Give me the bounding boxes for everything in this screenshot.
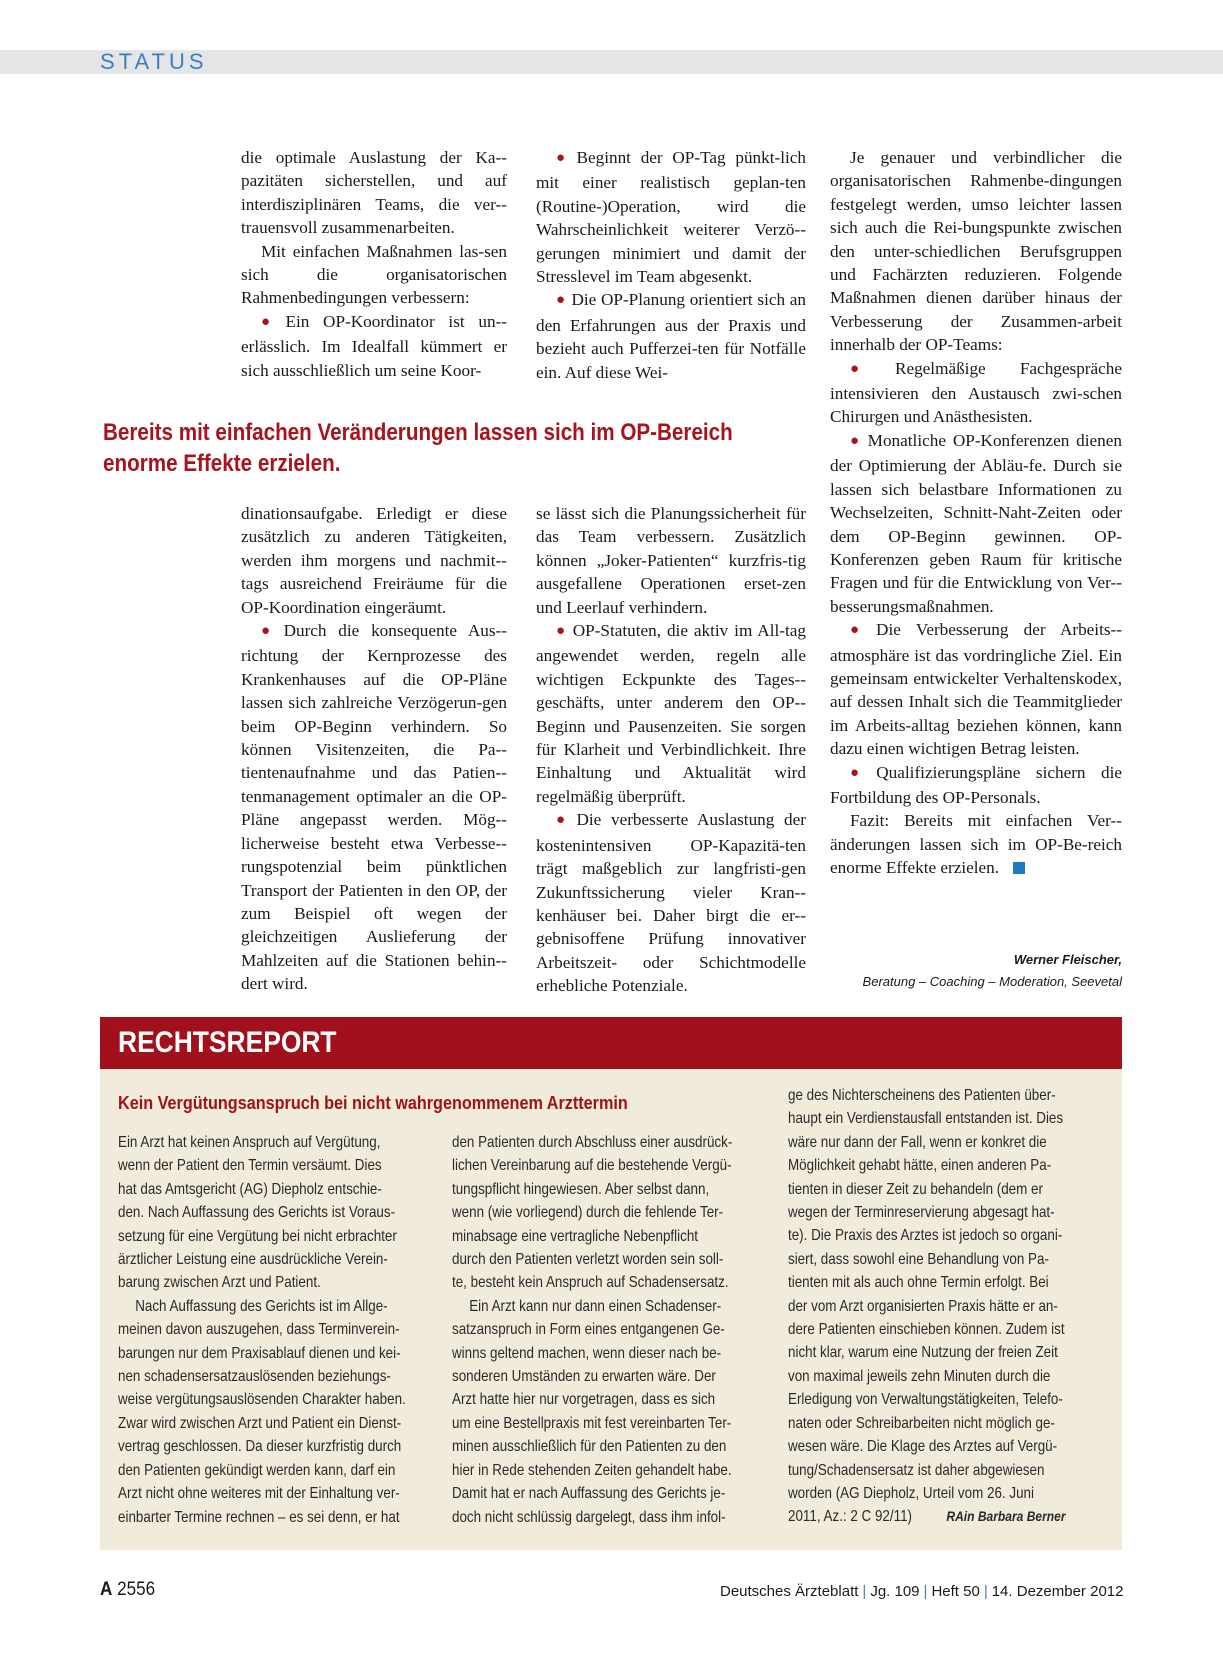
article-column-3 [830, 146, 1122, 880]
text-line: barungen nur dem Praxisablauf dienen und kei- [118, 1344, 401, 1362]
bullet-paragraph: ● Beginnt der OP-Tag pünkt-lich mit einer realistisch geplan-ten (Routine-)Operation, wird die Wahrscheinlichkeit weiterer Verzö-gerungen minimiert und damit der Stresslevel im Team abgesenkt. [536, 148, 806, 287]
text-line: wäre nur dann der Fall, wenn er konkret die [788, 1133, 1047, 1151]
text-line: siert, dass sowohl eine Behandlung von Pa- [788, 1250, 1049, 1268]
text-line: um eine Bestellpraxis mit fest vereinbarten Ter- [452, 1414, 732, 1432]
rr-paragraph [788, 1084, 1066, 1529]
text-line: wenn der Patient den Termin versäumt. Dies [118, 1157, 382, 1175]
text-line: haupt ein Verdienstausfall entstanden ist. Dies [788, 1110, 1064, 1128]
text-line: den Patienten durch Abschluss einer ausdrück- [452, 1134, 733, 1151]
rechtsreport-subtitle: Kein Vergütungsanspruch bei nicht wahrgenommenem Arzttermin [118, 1093, 628, 1113]
conclusion-paragraph: Fazit: Bereits mit einfachen Ver-änderungen lassen sich im OP-Be-reich enorme Effekte erzielen. [830, 811, 1122, 878]
rechtsreport-author: RAin Barbara Berner [946, 1508, 1066, 1525]
pull-quote: Bereits mit einfachen Veränderungen lassen sich im OP-Bereich enorme Effekte erzielen. [103, 419, 733, 477]
rr-paragraph [452, 1295, 732, 1529]
bullet-paragraph: ● Die verbesserte Auslastung der kostenintensiven OP-Kapazitä-ten trägt maßgeblich zur langfristi-gen Zukunftssicherung vieler Kran-kenhäuser bei. Daher birgt die er-gebnisoffene Prüfung innovativer Arbeitszeit- oder Schichtmodelle erhebliche Potenziale. [536, 810, 807, 996]
text-line: worden (AG Diepholz, Urteil vom 26. Juni [788, 1484, 1034, 1502]
journal-name: Deutsches Ärzteblatt [720, 1583, 859, 1600]
text-line: ge des Nichterscheinens des Patienten über- [788, 1087, 1056, 1104]
text-line: der vom Arzt organisierten Praxis hätte er an- [788, 1297, 1058, 1315]
article-column-2-top [536, 146, 806, 384]
journal-volume: Jg. 109 [870, 1583, 920, 1600]
text-line: naten oder Schreibarbeiten nicht möglich ge- [788, 1414, 1055, 1432]
text-line: wegen der Terminreservierung abgesagt hat- [788, 1204, 1055, 1222]
text-line: durch den Patienten verletzt worden sein soll- [452, 1251, 724, 1269]
text-line: nen schadensersatzauslösenden beziehungs- [118, 1368, 391, 1386]
bullet-paragraph: ● OP-Statuten, die aktiv im All-tag angewendet werden, regeln alle wichtigen Eckpunkte des Tages-geschäfts, unter anderem den OP-Beginn und Pausenzeiten. Sie sorgen für Klarheit und Verbindlichkeit. Ihre Einhaltung und Aktualität wird regelmäßig überprüft. [536, 621, 806, 806]
journal-footer [720, 1583, 1122, 1600]
text-line: minabsage eine vertragliche Nebenpflicht [452, 1227, 699, 1245]
text-line: barung zwischen Arzt und Patient. [118, 1274, 321, 1292]
journal-issue: Heft 50 [931, 1583, 980, 1600]
bullet-dot-icon: ● [850, 764, 871, 781]
text-line: doch nicht schlüssig dargelegt, dass ihm infol- [452, 1508, 726, 1526]
bullet-paragraph: ● Qualifizierungspläne sichern die Fortbildung des OP-Personals. [830, 762, 1123, 807]
rechtsreport-column-3 [788, 1084, 1066, 1529]
bullet-dot-icon: ● [556, 623, 567, 640]
bullet-paragraph: ● Durch die konsequente Aus-richtung der Kernprozesse des Krankenhauses auf die OP-Pläne lassen sich zahlreiche Verzögerun-gen beim OP-Beginn verhindern. So können Visitenzeiten, die Pa-tientenaufnahme und das Patien-tenmanagement optimaler an die OP-Pläne angepasst werden. Mög-licherweise besteht etwa Verbesse-rungspotenzial beim pünktlichen Transport der Patienten in den OP, der zum Beispiel oft wegen der gleichzeitigen Auslieferung der Mahlzeiten auf die Stationen behin-dert wird. [241, 621, 507, 994]
end-mark-icon [1013, 862, 1025, 874]
bullet-dot-icon: ● [556, 292, 566, 309]
text-line: winns geltend machen, wenn dieser nach be- [452, 1344, 722, 1362]
paragraph: die optimale Auslastung der Ka-pazitäten sicherstellen, und auf interdisziplinären Teams, die ver-trauensvoll zusammenarbeiten. [241, 148, 507, 238]
text-line: tienten in dieser Zeit zu behandeln (dem er [788, 1180, 1043, 1198]
rr-paragraph [118, 1295, 406, 1529]
journal-date: 14. Dezember 2012 [991, 1583, 1124, 1600]
text-line: te). Die Praxis des Arztes ist jedoch so organi- [788, 1227, 1063, 1245]
text-line-with-author [788, 1505, 1066, 1528]
paragraph: Mit einfachen Maßnahmen las-sen sich die organisatorischen Rahmenbedingungen verbessern: [241, 241, 507, 308]
rechtsreport-column-1 [118, 1131, 406, 1529]
text-line: Möglichkeit gehabt hätte, einen anderen Pa- [788, 1157, 1052, 1175]
bullet-paragraph: ● Regelmäßige Fachgespräche intensivieren den Austausch zwi-schen Chirurgen und Anästhesisten. [830, 358, 1122, 427]
text-line: setzung für eine Vergütung bei nicht erbrachter [118, 1227, 397, 1245]
bullet-paragraph: ● Die OP-Planung orientiert sich an den Erfahrungen aus der Praxis und bezieht auch Pufferzei-ten für Notfälle ein. Auf diese Wei- [536, 290, 806, 382]
bullet-paragraph: ● Ein OP-Koordinator ist un-erlässlich. Im Idealfall kümmert er sich ausschließlich um seine Koor- [241, 311, 507, 380]
bullet-dot-icon: ● [850, 432, 862, 449]
text-line: Arzt nicht ohne weiteres mit der Einhaltung ver- [118, 1485, 400, 1503]
separator: | [862, 1583, 867, 1600]
author-name: Werner Fleischer, [1013, 952, 1122, 967]
bullet-paragraph: ● Die Verbesserung der Arbeits-atmosphäre ist das vordringliche Ziel. Ein gemeinsam entwickelter Verhaltenskodex, auf dessen Inhalt sich die Teammitglieder im Arbeits-alltag beziehen können, kann dazu einen wichtigen Betrag leisten. [830, 620, 1123, 759]
article-column-1-top [241, 146, 507, 382]
text-line: hat das Amtsgericht (AG) Diepholz entschie- [118, 1180, 382, 1198]
text-line: satzanspruch in Form eines entgangenen Ge- [452, 1321, 725, 1339]
text-line: Zwar wird zwischen Arzt und Patient ein Dienst- [118, 1414, 402, 1432]
text-line: sonderen Umständen zu erwarten wäre. Der [452, 1368, 716, 1386]
text-line: Ein Arzt kann nur dann einen Schadenser- [469, 1297, 722, 1315]
bullet-dot-icon: ● [556, 150, 571, 166]
paragraph: dinationsaufgabe. Erledigt er diese zusätzlich zu anderen Tätigkeiten, werden ihm morgens und nachmit-tags ausreichend Freiräume für die OP-Koordination eingeräumt. [241, 504, 507, 617]
bullet-dot-icon: ● [261, 623, 278, 640]
text-line: vertrag geschlossen. Da dieser kurzfristig durch [118, 1438, 402, 1456]
text-line: Erledigung von Verwaltungstätigkeiten, Telefo- [788, 1391, 1063, 1409]
separator: | [983, 1583, 988, 1600]
text-line: tungspflicht hingewiesen. Aber selbst dann, [452, 1180, 710, 1198]
bullet-paragraph: ● Monatliche OP-Konferenzen dienen der Optimierung der Abläu-fe. Durch sie lassen sich belastbare Informationen zu Wechselzeiten, Schnitt-Naht-Zeiten oder dem OP-Beginn gewinnen. OP-Konferenzen geben Raum für kritische Fragen und für die Entwicklung von Ver-besserungsmaßnahmen. [830, 430, 1122, 616]
page-number: A 2556 [100, 1579, 156, 1600]
paragraph: Je genauer und verbindlicher die organisatorischen Rahmenbe-dingungen festgelegt werden, umso leichter lassen sich auch die Rei-bungspunkte zwischen den unter-schiedlichen Berufsgruppen und Fachärzten reduzieren. Folgende Maßnahmen dienen darüber hinaus der Verbesserung der Zusammen-arbeit innerhalb der OP-Teams: [830, 148, 1122, 355]
text-line: von maximal jeweils zehn Minuten durch die [788, 1367, 1051, 1385]
text-line: wesen wäre. Die Klage des Arztes auf Vergü- [788, 1438, 1058, 1456]
rechtsreport-title: RECHTSREPORT [118, 1026, 337, 1059]
text-line: Nach Auffassung des Gerichts ist im Allge- [135, 1297, 388, 1315]
paragraph: se lässt sich die Planungssicherheit für das Team verbessern. Zusätzlich können „Joker-Patienten“ kurzfris-tig ausgefallene Operationen erset-zen und Leerlauf verhindern. [536, 504, 806, 617]
text-line: wenn (wie vorliegend) durch die fehlende Ter- [452, 1204, 724, 1222]
text-line: te, besteht kein Anspruch auf Schadensersatz. [452, 1274, 729, 1292]
separator: | [923, 1583, 928, 1600]
text-line: Ein Arzt hat keinen Anspruch auf Vergütung, [118, 1134, 381, 1151]
text-line: tienten mit als auch ohne Termin erfolgt. Bei [788, 1274, 1049, 1292]
article-column-1-bottom [241, 502, 507, 996]
text-line: ärztlicher Leistung eine ausdrückliche Verein- [118, 1251, 388, 1269]
rechtsreport-column-2 [452, 1131, 732, 1529]
text-line: einbarter Termine rechnen – es sei denn, er hat [118, 1508, 400, 1526]
text-line: Arzt hatte hier nur vorgetragen, dass es sich [452, 1391, 716, 1409]
text-line: minen ausschließlich für den Patienten zu den [452, 1438, 727, 1456]
bullet-dot-icon: ● [850, 622, 871, 639]
text-line: dere Patienten einschieben können. Zudem ist [788, 1321, 1065, 1339]
text-line: weise vergütungsauslösenden Charakter haben. [118, 1391, 406, 1409]
text-line: 2011, Az.: 2 C 92/11) [788, 1508, 913, 1526]
text-line: lichen Vereinbarung auf die bestehende Vergü- [452, 1157, 732, 1175]
author-affiliation: Beratung – Coaching – Moderation, Seevetal [862, 974, 1122, 989]
text-line: den. Nach Auffassung des Gerichts ist Voraus- [118, 1204, 396, 1222]
text-line: hier in Rede stehenden Zeiten gehandelt habe. [452, 1461, 732, 1479]
text-line: Damit hat er nach Auffassung des Gerichts je- [452, 1485, 726, 1503]
article-column-2-bottom [536, 502, 806, 998]
text-line: tung/Schadensersatz ist daher abgewiesen [788, 1461, 1045, 1479]
text-line: den Patienten gekündigt werden kann, darf ein [118, 1461, 396, 1479]
rr-paragraph [452, 1131, 732, 1295]
section-label: STATUS [100, 49, 208, 74]
bullet-dot-icon: ● [556, 812, 571, 829]
bullet-dot-icon: ● [261, 313, 280, 330]
rr-paragraph [118, 1131, 406, 1295]
bullet-dot-icon: ● [850, 360, 889, 377]
text-line: meinen davon auszugehen, dass Terminverein- [118, 1321, 400, 1339]
text-line: nicht klar, warum eine Nutzung der freien Zeit [788, 1344, 1058, 1362]
